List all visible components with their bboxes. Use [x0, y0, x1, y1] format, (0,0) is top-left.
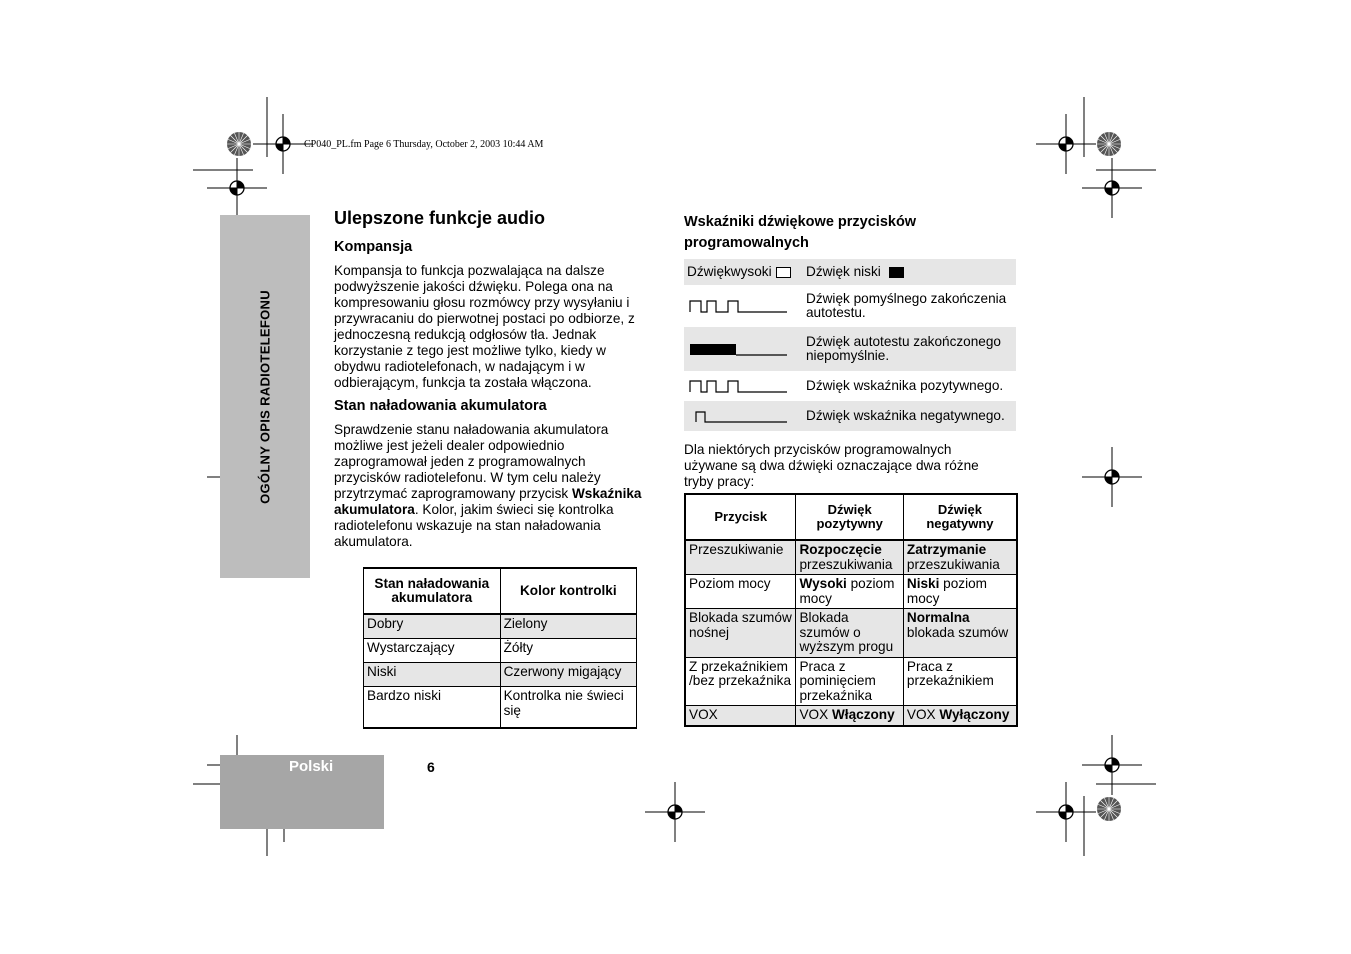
- table-cell: Kontrolka nie świeci się: [500, 687, 636, 729]
- text-line: Kompansja to funkcja pozwalająca na dalsze: [334, 263, 605, 278]
- legend-cell-high: [684, 259, 803, 285]
- text-line: akumulatora.: [334, 534, 413, 549]
- table-cell: Z przekaźnikiem /bez przekaźnika: [685, 657, 796, 706]
- tone-row: [684, 371, 1016, 401]
- table-row: [364, 687, 637, 729]
- text-span: . Kolor, jakim świeci się kontrolka: [414, 502, 614, 517]
- text-line: jednoczesną redukcją odgłosów tła. Jednak: [334, 327, 597, 342]
- text-line: kompresowaniu głosu rozmówcy przy wysyłaniu i: [334, 295, 630, 310]
- table-header-row: [364, 568, 637, 614]
- table-cell: Żółty: [500, 639, 636, 663]
- column-header: Stan naładowania akumulatora: [364, 568, 501, 614]
- text-span: przeszukiwania: [799, 556, 893, 572]
- text-line: radiotelefonu wskazuje na stan naładowania: [334, 518, 601, 533]
- text-line: odbierającym, funkcja ta została włączona.: [334, 375, 592, 390]
- text-line: możliwe jest jeżeli dealer odpowiednio: [334, 438, 565, 453]
- text-line: Sprawdzenie stanu naładowania akumulatora: [334, 422, 609, 437]
- bold-term: Wyłączony: [939, 707, 1010, 722]
- text-line: korzystanie z tego jest możliwe tylko, kiedy w: [334, 343, 606, 358]
- bold-term: Niski: [906, 576, 940, 591]
- bold-term: akumulatora: [334, 502, 415, 517]
- table-row: [364, 639, 637, 663]
- text-line: przywracaniu do pierwotnej postaci po odbiorze, z: [334, 311, 635, 326]
- table-cell: Niski: [364, 663, 501, 687]
- table-cell: [903, 540, 1017, 575]
- legend-row: [684, 259, 1016, 285]
- bold-term: Zatrzymanie: [906, 542, 987, 557]
- tone-legend-table: [684, 259, 1016, 431]
- paragraph-dual-tone: [684, 442, 979, 490]
- table-row: [685, 706, 1017, 726]
- print-header: CP040_PL.fm Page 6 Thursday, October 2, 2003 10:44 AM: [304, 139, 544, 150]
- text-line: [334, 486, 641, 502]
- text-span: blokada szumów: [906, 624, 1009, 640]
- table-cell: VOX: [685, 706, 796, 726]
- tone-waveform-cell: [684, 327, 803, 371]
- table-cell: Poziom mocy: [685, 575, 796, 609]
- table-row: [364, 614, 637, 639]
- bold-term: Wskaźnika: [571, 486, 642, 501]
- column-header: Dźwięk pozytywny: [796, 494, 903, 540]
- table-cell: [796, 706, 903, 726]
- page-title: Ulepszone funkcje audio: [334, 208, 546, 228]
- table-row: [685, 575, 1017, 609]
- column-header: Przycisk: [685, 494, 796, 540]
- tone-description: Dźwięk autotestu zakończonego niepomyślnie.: [803, 327, 1016, 371]
- text-span: VOX: [906, 707, 940, 722]
- heading-tones: [684, 212, 916, 254]
- table-cell: [903, 575, 1017, 609]
- legend-low-label: Dźwięk niski: [806, 263, 881, 279]
- column-header: Kolor kontrolki: [500, 568, 636, 614]
- bold-term: Rozpoczęcie: [799, 542, 882, 557]
- table-cell: [796, 575, 903, 609]
- table-cell: [903, 609, 1017, 658]
- bold-term: Włączony: [831, 707, 895, 722]
- table-cell: Blokada szumów nośnej: [685, 609, 796, 658]
- heading-line: programowalnych: [684, 235, 809, 251]
- paragraph-kompansja: [334, 263, 635, 391]
- tone-description: Dźwięk wskaźnika pozytywnego.: [806, 377, 1004, 393]
- high-tone-icon: [776, 267, 791, 278]
- table-cell: Zielony: [500, 614, 636, 639]
- section-sidebar: [220, 215, 310, 578]
- text-span: poziom mocy: [799, 576, 895, 606]
- text-line: Dla niektórych przycisków programowalnych: [684, 442, 952, 457]
- table-cell: Przeszukiwanie: [685, 540, 796, 575]
- tone-row: [684, 327, 1016, 371]
- text-line: [334, 502, 641, 518]
- table-cell: [903, 706, 1017, 726]
- table-cell: Czerwony migający: [500, 663, 636, 687]
- text-line: przycisków radiotelefonu. W tym celu należy: [334, 470, 601, 485]
- table-header-row: [685, 494, 1017, 540]
- text-line: obydwu radiotelefonach, w nadającym i w: [334, 359, 585, 374]
- table-cell: Wystarczający: [364, 639, 501, 663]
- table-cell: Blokada szumów o wyższym progu: [796, 609, 903, 658]
- selftest-fail-waveform-icon: [687, 341, 787, 357]
- table-cell: Bardzo niski: [364, 687, 501, 729]
- text-line: używane są dwa dźwięki oznaczające dwa różne: [684, 458, 979, 473]
- column-header: Dźwięk negatywny: [903, 494, 1017, 540]
- text-line: zaprogramował jeden z programowalnych: [334, 454, 586, 469]
- tone-row: [684, 285, 1016, 327]
- table-row: [364, 663, 637, 687]
- tone-waveform-cell: [684, 285, 803, 327]
- text-span: poziom mocy: [906, 576, 987, 606]
- sidebar-label: OGÓLNY OPIS RADIOTELEFONU: [257, 289, 273, 504]
- tone-description: Dźwięk wskaźnika negatywnego.: [803, 401, 1016, 431]
- tone-waveform-cell: [684, 401, 803, 431]
- tone-waveform-cell: [684, 371, 803, 401]
- positive-tone-waveform-icon: [687, 378, 787, 394]
- text-line: podwyższenie jakości dźwięku. Polega ona na: [334, 279, 613, 294]
- table-row: [685, 540, 1017, 575]
- text-span: przytrzymać zaprogramowany przycisk: [334, 486, 572, 501]
- bold-term: Wysoki: [799, 576, 847, 591]
- table-row: [685, 609, 1017, 658]
- page-number: 6: [427, 759, 435, 775]
- text-span: VOX: [799, 707, 832, 722]
- battery-status-table: [363, 567, 637, 729]
- paragraph-battery: [334, 422, 641, 550]
- table-row: [685, 657, 1017, 706]
- bold-term: Normalna: [906, 610, 970, 625]
- table-cell: Praca z przekaźnikiem: [903, 657, 1017, 706]
- tone-row: [684, 401, 1016, 431]
- button-mode-table: [684, 493, 1018, 727]
- selftest-pass-waveform-icon: [687, 298, 787, 314]
- footer-language: Polski: [289, 758, 334, 775]
- negative-tone-waveform-icon: [687, 408, 787, 424]
- tone-description: Dźwięk pomyślnego zakończenia autotestu.: [806, 291, 1007, 320]
- legend-cell-low: [803, 259, 1016, 285]
- low-tone-icon: [889, 267, 904, 278]
- heading-line: Wskaźniki dźwiękowe przycisków: [684, 214, 917, 230]
- table-cell: Praca z pominięciem przekaźnika: [796, 657, 903, 706]
- table-cell: Dobry: [364, 614, 501, 639]
- text-span: przeszukiwania: [906, 556, 1000, 572]
- legend-high-label: Dźwiękwysoki: [687, 263, 772, 279]
- text-line: tryby pracy:: [684, 474, 755, 489]
- heading-battery: Stan naładowania akumulatora: [334, 398, 547, 414]
- table-cell: [796, 540, 903, 575]
- heading-kompansja: Kompansja: [334, 239, 413, 255]
